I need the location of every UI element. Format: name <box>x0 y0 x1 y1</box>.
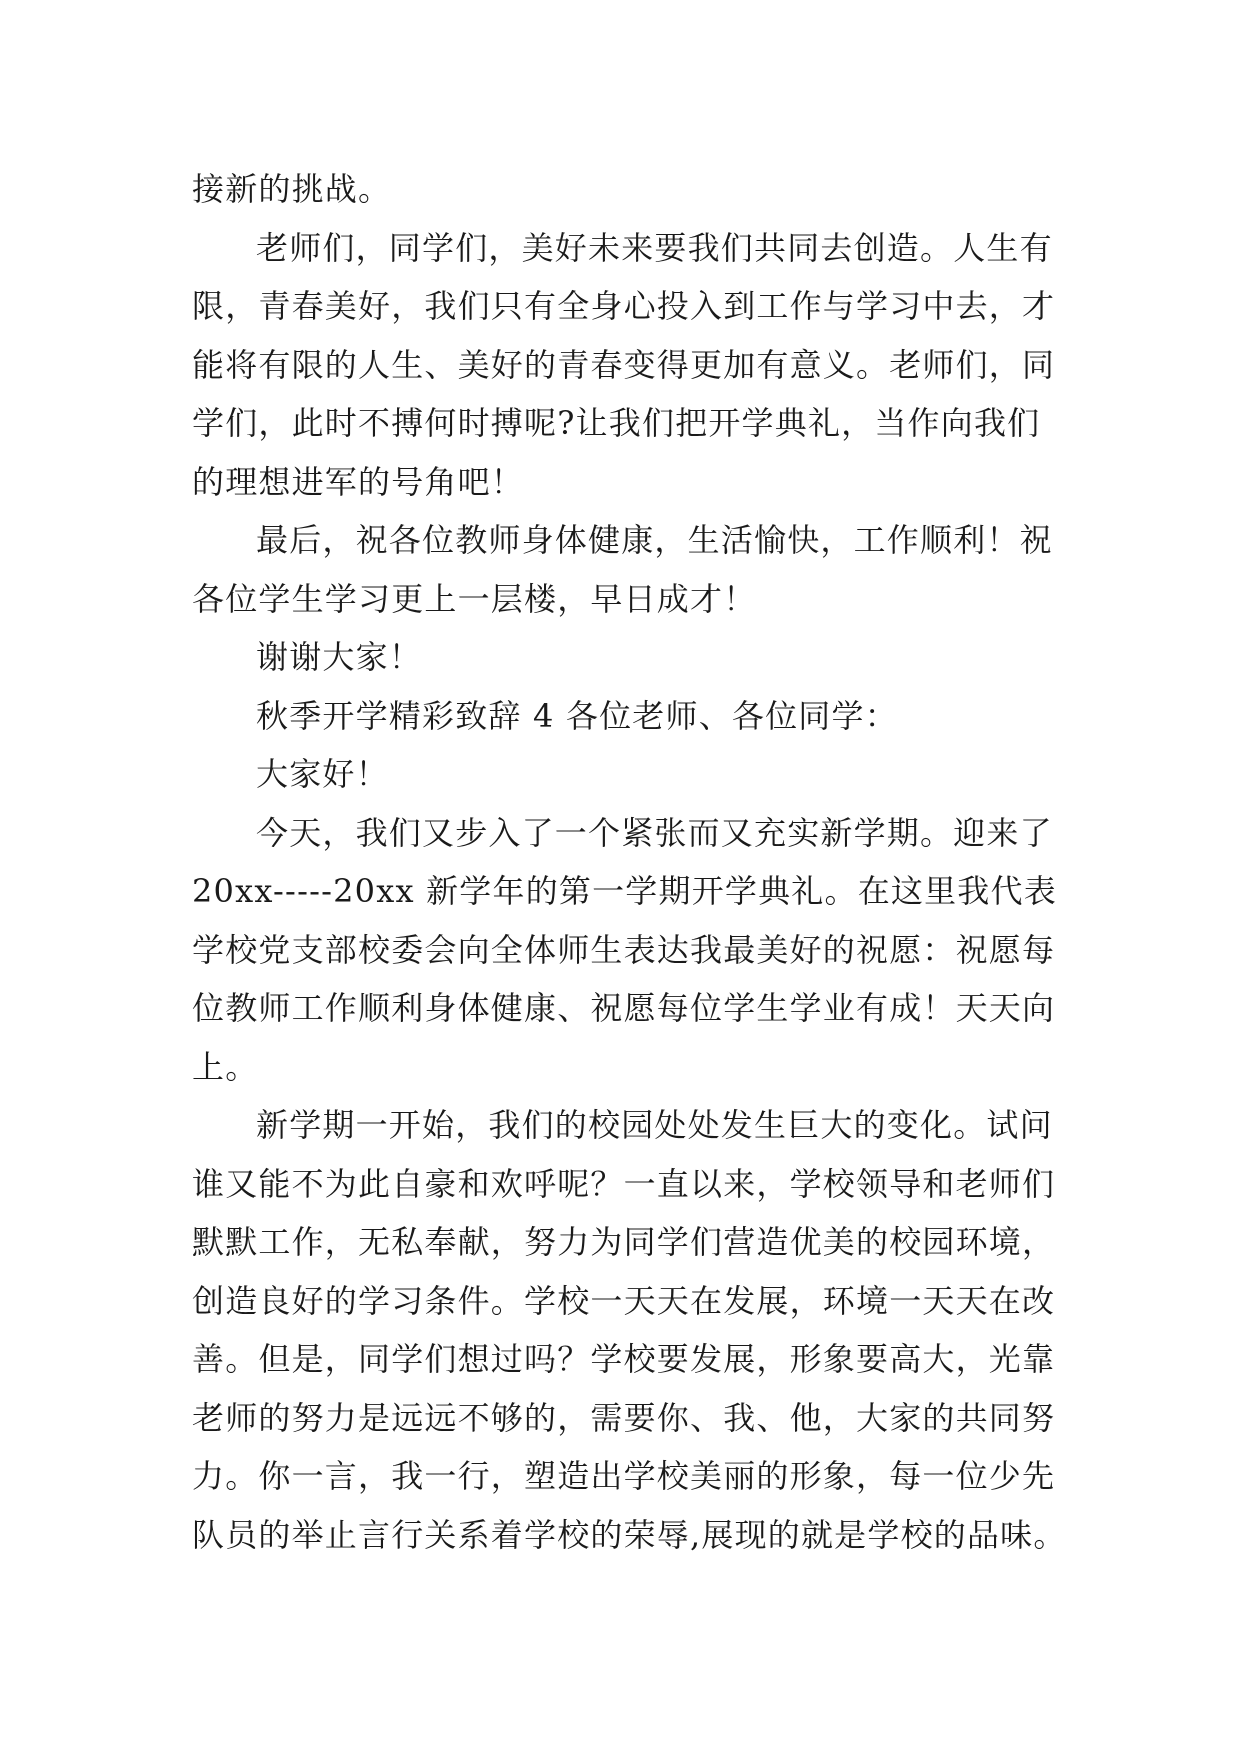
text-line: 老师的努力是远远不够的，需要你、我、他，大家的共同努 <box>192 1398 1056 1437</box>
text-line: 今天，我们又步入了一个紧张而又充实新学期。迎来了 <box>256 813 1053 852</box>
text-line: 各位学生学习更上一层楼，早日成才！ <box>192 579 757 618</box>
text-line: 能将有限的人生、美好的青春变得更加有意义。老师们，同 <box>192 345 1056 384</box>
text-line: 20xx-----20xx 新学年的第一学期开学典礼。在这里我代表 <box>192 872 1057 910</box>
text-line: 善。但是，同学们想过吗？学校要发展，形象要高大，光靠 <box>192 1340 1056 1378</box>
text-line: 位教师工作顺利身体健康、祝愿每位学生学业有成！天天向 <box>192 989 1056 1027</box>
text-line: 默默工作，无私奉献，努力为同学们营造优美的校园环境， <box>192 1223 1056 1261</box>
text-line: 谢谢大家！ <box>256 638 423 676</box>
text-line: 的理想进军的号角吧！ <box>192 462 525 501</box>
text-line: 接新的挑战。 <box>192 170 392 208</box>
text-line: 队员的举止言行关系着学校的荣辱,展现的就是学校的品味。 <box>192 1515 1067 1554</box>
section-heading-line: 秋季开学精彩致辞 4 各位老师、各位同学： <box>256 696 898 735</box>
text-line: 大家好！ <box>256 755 389 793</box>
body-text <box>192 160 1072 1564</box>
text-line: 学校党支部校委会向全体师生表达我最美好的祝愿：祝愿每 <box>192 930 1056 969</box>
text-line: 最后，祝各位教师身体健康，生活愉快，工作顺利！祝 <box>256 521 1053 559</box>
text-line: 老师们，同学们，美好未来要我们共同去创造。人生有 <box>256 228 1053 267</box>
text-line: 力。你一言，我一行，塑造出学校美丽的形象，每一位少先 <box>192 1457 1056 1495</box>
text-line: 上。 <box>192 1047 259 1086</box>
text-line: 学们，此时不搏何时搏呢?让我们把开学典礼，当作向我们 <box>192 404 1041 442</box>
text-line: 新学期一开始，我们的校园处处发生巨大的变化。试问 <box>256 1106 1053 1144</box>
text-line: 限，青春美好，我们只有全身心投入到工作与学习中去，才 <box>192 287 1056 325</box>
text-line: 谁又能不为此自豪和欢呼呢？一直以来，学校领导和老师们 <box>192 1164 1056 1203</box>
text-line: 创造良好的学习条件。学校一天天在发展，环境一天天在改 <box>192 1281 1056 1320</box>
